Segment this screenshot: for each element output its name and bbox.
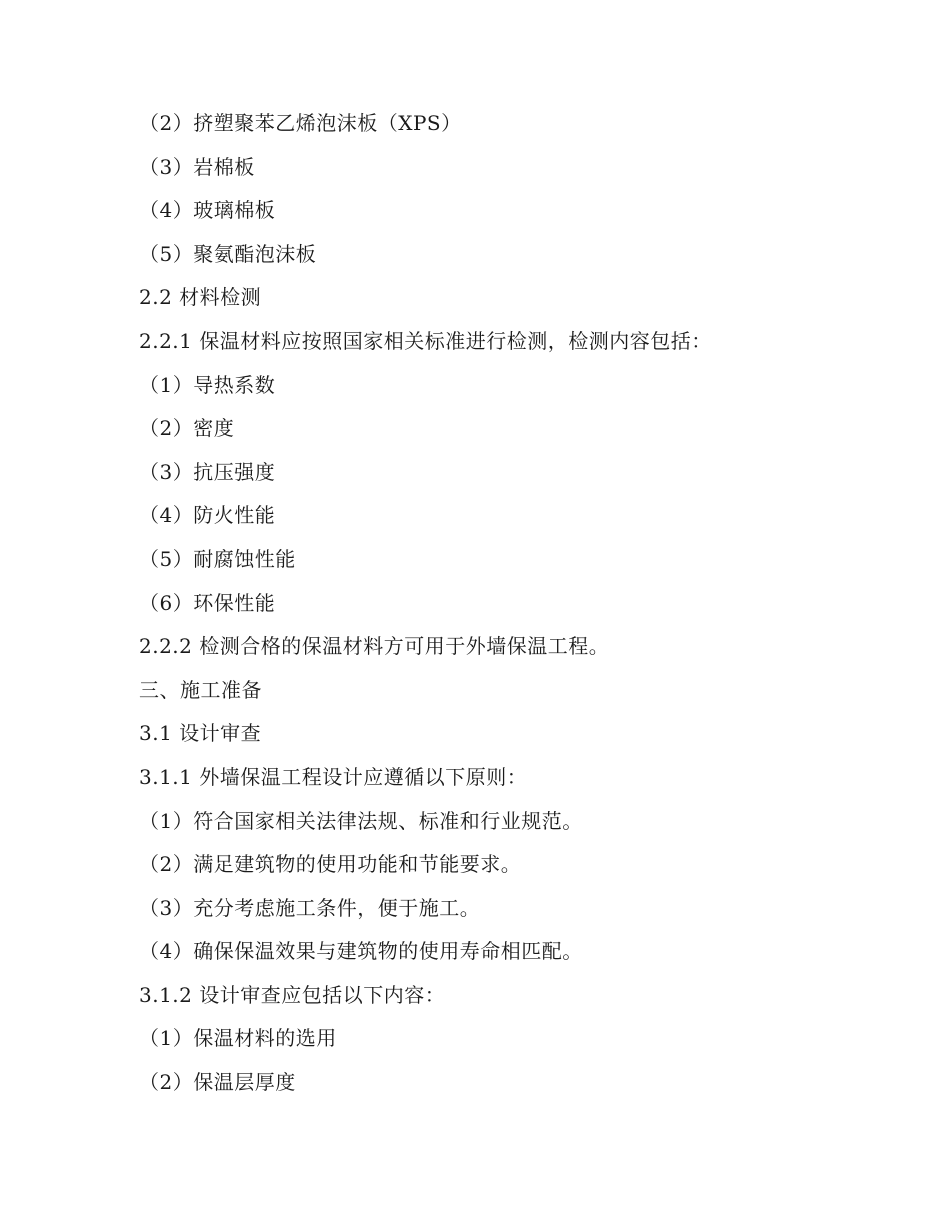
list-item-principle-3: （3）充分考虑施工条件，便于施工。: [139, 895, 481, 920]
list-item-rock-wool: （3）岩棉板: [139, 154, 255, 179]
list-item-principle-2: （2）满足建筑物的使用功能和节能要求。: [139, 852, 522, 877]
list-item-principle-1: （1）符合国家相关法律法规、标准和行业规范。: [139, 808, 583, 833]
section-heading-2-2: 2.2 材料检测: [139, 285, 262, 310]
list-item-polyurethane: （5）聚氨酯泡沫板: [139, 241, 317, 266]
list-item-density: （2）密度: [139, 416, 235, 441]
list-item-glass-wool: （4）玻璃棉板: [139, 198, 276, 223]
paragraph-3-1-2: 3.1.2 设计审查应包括以下内容：: [139, 982, 446, 1007]
chapter-heading-3: 三、施工准备: [139, 677, 262, 702]
paragraph-2-2-2: 2.2.2 检测合格的保温材料方可用于外墙保温工程。: [139, 634, 610, 659]
list-item-fire-performance: （4）防火性能: [139, 503, 276, 528]
list-item-material-selection: （1）保温材料的选用: [139, 1026, 337, 1051]
list-item-layer-thickness: （2）保温层厚度: [139, 1070, 296, 1095]
document-body: [139, 102, 819, 1105]
list-item-compressive-strength: （3）抗压强度: [139, 459, 276, 484]
list-item-thermal-conductivity: （1）导热系数: [139, 372, 276, 397]
paragraph-2-2-1: 2.2.1 保温材料应按照国家相关标准进行检测，检测内容包括：: [139, 328, 712, 353]
list-item-xps: （2）挤塑聚苯乙烯泡沫板（XPS）: [139, 111, 462, 135]
paragraph-3-1-1: 3.1.1 外墙保温工程设计应遵循以下原则：: [139, 764, 528, 789]
section-heading-3-1: 3.1 设计审查: [139, 721, 262, 746]
list-item-corrosion-resistance: （5）耐腐蚀性能: [139, 546, 296, 571]
list-item-environmental-performance: （6）环保性能: [139, 590, 276, 615]
list-item-principle-4: （4）确保保温效果与建筑物的使用寿命相匹配。: [139, 939, 583, 964]
